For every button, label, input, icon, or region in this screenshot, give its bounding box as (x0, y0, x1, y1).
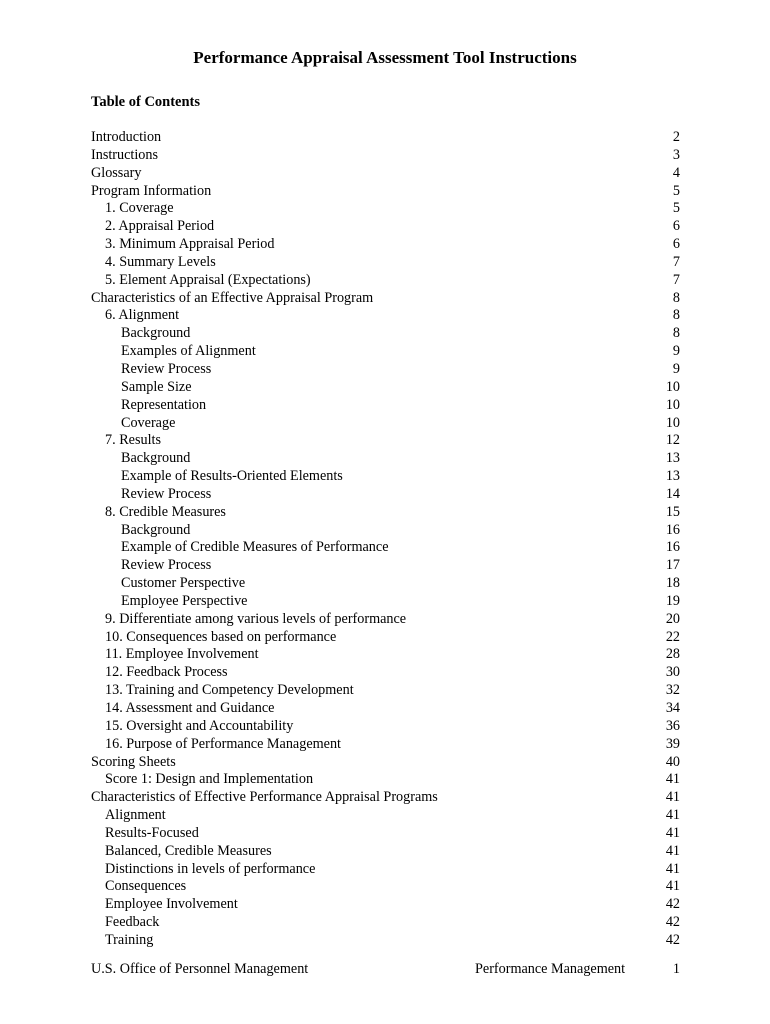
table-of-contents (91, 129, 680, 950)
toc-entry (91, 807, 680, 825)
toc-entry-page: 12 (665, 432, 680, 449)
toc-entry-page: 19 (665, 592, 680, 609)
toc-entry (91, 218, 680, 236)
toc-entry-page: 13 (665, 450, 680, 467)
toc-entry (91, 932, 680, 950)
toc-entry-page: 32 (665, 682, 680, 699)
toc-entry (91, 646, 680, 664)
toc-entry (91, 736, 680, 754)
toc-entry-label: Review Process (121, 360, 212, 377)
toc-entry-page: 8 (672, 307, 680, 324)
toc-entry-page: 13 (665, 468, 680, 485)
toc-entry-label: Examples of Alignment (121, 343, 256, 360)
toc-entry-label: Example of Credible Measures of Performance (121, 539, 389, 556)
toc-entry-label: 2. Appraisal Period (105, 218, 215, 235)
toc-entry-label: 13. Training and Competency Development (105, 682, 354, 699)
toc-entry-page: 41 (665, 807, 680, 824)
toc-entry-page: 3 (672, 146, 680, 163)
toc-entry-label: Characteristics of an Effective Appraisal Program (91, 289, 374, 306)
toc-entry-page: 7 (672, 271, 680, 288)
toc-entry-label: Background (121, 325, 191, 342)
toc-entry-label: Background (121, 521, 191, 538)
toc-entry-page: 8 (672, 325, 680, 342)
toc-entry (91, 165, 680, 183)
toc-entry (91, 789, 680, 807)
toc-entry (91, 843, 680, 861)
toc-entry-label: Scoring Sheets (91, 753, 176, 770)
toc-entry-label: 8. Credible Measures (105, 503, 226, 520)
toc-entry-page: 6 (672, 218, 680, 235)
toc-entry (91, 896, 680, 914)
toc-entry-page: 41 (665, 860, 680, 877)
toc-entry-label: Example of Results-Oriented Elements (121, 468, 343, 485)
toc-entry-page: 42 (665, 896, 680, 913)
toc-entry-label: 10. Consequences based on performance (105, 628, 337, 645)
toc-entry-page: 20 (665, 610, 680, 627)
toc-entry-page: 10 (665, 378, 680, 395)
toc-entry-label: 7. Results (105, 432, 161, 449)
toc-entry-page: 40 (665, 753, 680, 770)
toc-entry-page: 34 (665, 700, 680, 716)
toc-entry-label: Feedback (105, 914, 160, 931)
toc-entry (91, 290, 680, 308)
toc-entry (91, 450, 680, 468)
toc-entry (91, 700, 680, 718)
toc-entry-label: 1. Coverage (105, 200, 174, 217)
toc-entry-label: Characteristics of Effective Performance Appraisal Programs (91, 789, 438, 806)
toc-entry-label: 3. Minimum Appraisal Period (105, 236, 275, 253)
toc-entry-page: 15 (665, 503, 680, 520)
toc-entry-page: 41 (665, 842, 680, 859)
toc-entry (91, 129, 680, 147)
toc-entry (91, 825, 680, 843)
toc-entry (91, 557, 680, 575)
toc-entry-label: Employee Involvement (105, 896, 238, 913)
toc-entry-page: 30 (665, 664, 680, 681)
toc-entry-page: 5 (672, 200, 680, 217)
toc-entry (91, 200, 680, 218)
toc-entry-label: Training (105, 931, 154, 948)
toc-entry-page: 2 (672, 129, 680, 145)
toc-entry-page: 9 (672, 360, 680, 377)
toc-entry-page: 16 (665, 521, 680, 538)
toc-entry-label: Representation (121, 396, 207, 413)
toc-entry-page: 8 (672, 289, 680, 306)
toc-entry-label: Coverage (121, 414, 176, 431)
toc-entry-label: Review Process (121, 485, 212, 502)
toc-entry-label: 4. Summary Levels (105, 253, 216, 270)
toc-entry-label: Review Process (121, 557, 212, 574)
toc-entry-label: Results-Focused (105, 824, 199, 841)
toc-entry-label: 6. Alignment (105, 307, 180, 324)
toc-entry-page: 41 (665, 824, 680, 841)
toc-entry-label: Introduction (91, 129, 162, 145)
toc-entry-label: Alignment (105, 807, 166, 824)
toc-entry (91, 272, 680, 290)
toc-entry (91, 183, 680, 201)
toc-entry (91, 522, 680, 540)
toc-entry-page: 10 (665, 396, 680, 413)
toc-entry-page: 39 (665, 735, 680, 752)
toc-entry-label: Balanced, Credible Measures (105, 842, 272, 859)
toc-entry-page: 4 (672, 164, 680, 181)
toc-entry-page: 41 (665, 771, 680, 788)
toc-entry-page: 28 (665, 646, 680, 663)
toc-entry (91, 397, 680, 415)
toc-entry (91, 611, 680, 629)
toc-entry-page: 9 (672, 343, 680, 360)
footer-section: Performance Management (475, 961, 626, 977)
toc-entry (91, 236, 680, 254)
toc-entry (91, 415, 680, 433)
document-title: Performance Appraisal Assessment Tool Instructions (193, 48, 577, 67)
toc-entry (91, 254, 680, 272)
toc-entry (91, 754, 680, 772)
toc-entry-label: 12. Feedback Process (105, 664, 228, 681)
footer-page-number: 1 (672, 961, 680, 977)
footer-organization: U.S. Office of Personnel Management (91, 961, 309, 977)
toc-entry-label: Consequences (105, 878, 187, 895)
toc-entry-label: 5. Element Appraisal (Expectations) (105, 271, 311, 288)
toc-entry-label: Background (121, 450, 191, 467)
toc-entry-page: 7 (672, 253, 680, 270)
toc-entry-label: 15. Oversight and Accountability (105, 717, 294, 734)
toc-entry (91, 575, 680, 593)
toc-entry (91, 771, 680, 789)
toc-entry-page: 41 (665, 789, 680, 806)
toc-entry-label: 9. Differentiate among various levels of performance (105, 610, 407, 627)
toc-entry-label: Instructions (91, 146, 158, 163)
toc-entry (91, 147, 680, 165)
toc-entry-page: 10 (665, 414, 680, 431)
toc-entry-page: 42 (665, 931, 680, 948)
toc-entry-page: 6 (672, 236, 680, 253)
toc-entry-page: 14 (665, 485, 680, 502)
toc-entry (91, 593, 680, 611)
toc-entry-label: Customer Perspective (121, 575, 246, 592)
toc-entry-label: 16. Purpose of Performance Management (105, 735, 341, 752)
toc-entry (91, 718, 680, 736)
toc-entry-label: 11. Employee Involvement (105, 646, 259, 663)
toc-entry-page: 17 (665, 557, 680, 574)
toc-entry (91, 504, 680, 522)
toc-entry (91, 361, 680, 379)
toc-entry (91, 878, 680, 896)
toc-entry-label: 14. Assessment and Guidance (105, 700, 275, 716)
toc-entry (91, 379, 680, 397)
toc-entry-page: 36 (665, 717, 680, 734)
page-footer (91, 960, 680, 980)
toc-entry (91, 468, 680, 486)
toc-entry-label: Sample Size (121, 378, 192, 395)
toc-entry (91, 861, 680, 879)
toc-entry (91, 914, 680, 932)
toc-entry-page: 18 (665, 575, 680, 592)
toc-entry (91, 539, 680, 557)
toc-entry-label: Glossary (91, 164, 142, 181)
toc-entry-label: Distinctions in levels of performance (105, 860, 316, 877)
toc-entry (91, 664, 680, 682)
toc-heading: Table of Contents (91, 94, 201, 110)
toc-entry-page: 5 (672, 182, 680, 199)
toc-entry-page: 22 (665, 628, 680, 645)
toc-entry (91, 307, 680, 325)
toc-entry-label: Score 1: Design and Implementation (105, 771, 314, 788)
toc-entry (91, 432, 680, 450)
toc-entry-page: 16 (665, 539, 680, 556)
toc-entry (91, 629, 680, 647)
toc-entry-label: Employee Perspective (121, 592, 248, 609)
toc-entry-page: 42 (665, 914, 680, 931)
toc-entry (91, 325, 680, 343)
toc-entry (91, 486, 680, 504)
toc-entry (91, 682, 680, 700)
toc-entry-label: Program Information (91, 182, 212, 199)
toc-entry (91, 343, 680, 361)
toc-entry-page: 41 (665, 878, 680, 895)
